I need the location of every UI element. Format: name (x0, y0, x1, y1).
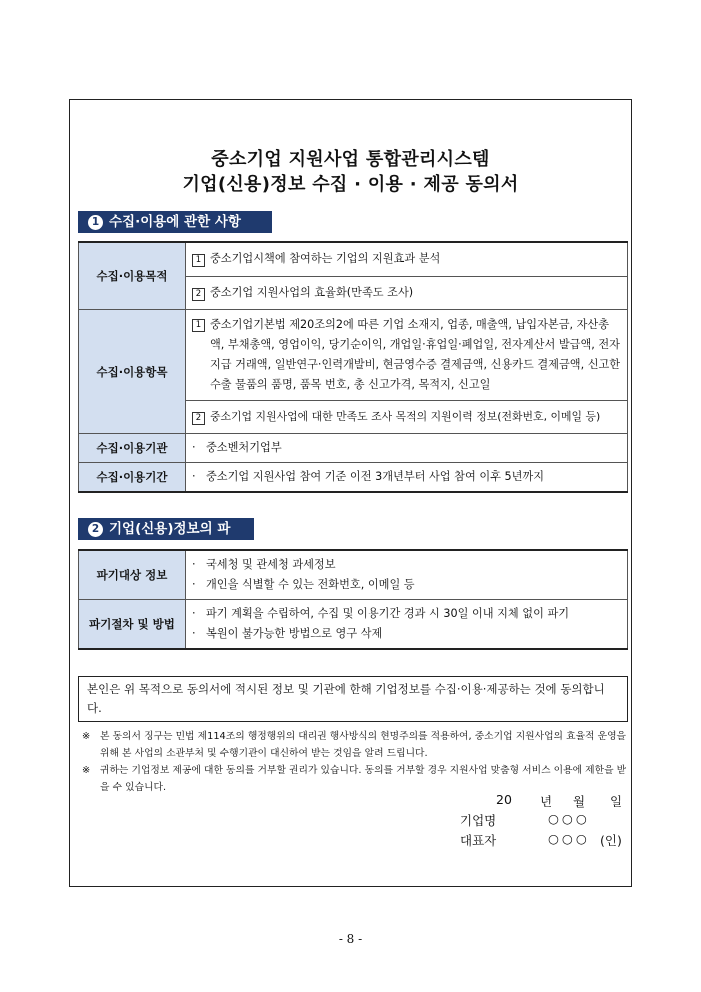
section1-heading-text: 수집·이용에 관한 사항 (109, 214, 241, 230)
destruction-table (78, 549, 628, 650)
representative-label: 대표자 (460, 833, 497, 848)
destruction-target-label: 파기대상 정보 (79, 550, 186, 600)
collection-item-1: 1 중소기업기본법 제20조의2에 따른 기업 소재지, 업종, 매출액, 납입자본금, 자산총액, 부채총액, 영업이익, 당기순이익, 개업일·휴업일·폐업일, 전자계산서 발급액, 전자지급 거래액, 일반연구·인력개발비, 현금영수증 결제금액, 신용카드 결제금액, 신고한 수출 물품의 품명, 품목 번호, 총 신고가격, 목적지, 신고일 (186, 310, 628, 401)
agency-label: 수집·이용기관 (79, 434, 186, 463)
collection-use-table (78, 241, 628, 493)
representative-value: ○○○ (548, 831, 590, 846)
purpose-item-2: 2 중소기업 지원사업의 효율화(만족도 조사) (186, 276, 628, 310)
table-row (79, 550, 628, 600)
collection-item-2: 2 중소기업 지원사업에 대한 만족도 조사 목적의 지원이력 정보(전화번호, 이메일 등) (186, 401, 628, 434)
form-title-line2: 기업(신용)정보 수집 · 이용 · 제공 동의서 (182, 174, 519, 195)
section2-heading-text: 기업(신용)정보의 파 (109, 521, 231, 537)
table-row (79, 242, 628, 276)
page-number: - 8 - (338, 932, 363, 946)
table-row (79, 463, 628, 493)
table-row (79, 434, 628, 463)
date-year-label: 년 (540, 794, 553, 809)
section1-heading (78, 211, 272, 233)
consent-statement: 본인은 위 목적으로 동의서에 적시된 정보 및 기관에 한해 기업정보를 수집·이용·제공하는 것에 동의합니다. (78, 676, 628, 722)
consent-form-frame (69, 99, 632, 887)
destruction-procedure-value: · 파기 계획을 수립하여, 수집 및 이용기간 경과 시 30일 이내 지체 없이 파기 · 복원이 불가능한 방법으로 영구 삭제 (186, 600, 628, 650)
seal-mark: (인) (600, 833, 622, 848)
purpose-item-1: 1 중소기업시책에 참여하는 기업의 지원효과 분석 (186, 242, 628, 276)
date-month-label: 월 (573, 794, 586, 809)
company-name-label: 기업명 (460, 813, 497, 828)
destruction-procedure-label: 파기절차 및 방법 (79, 600, 186, 650)
note-item: ※ 귀하는 기업정보 제공에 대한 동의를 거부할 권리가 있습니다. 동의를 거부할 경우 지원사업 맞춤형 서비스 이용에 제한을 받을 수 있습니다. (82, 765, 627, 793)
number-box: 2 (192, 412, 205, 425)
form-title-line1: 중소기업 지원사업 통합관리시스템 (211, 149, 490, 170)
destruction-target-value: · 국세청 및 관세청 과세정보 · 개인을 식별할 수 있는 전화번호, 이메일 등 (186, 550, 628, 600)
notes (82, 728, 632, 796)
table-row (79, 310, 628, 401)
period-label: 수집·이용기간 (79, 463, 186, 493)
agency-value: · 중소벤처기업부 (186, 434, 628, 463)
note-item: ※ 본 동의서 징구는 민법 제114조의 행정행위의 대리권 행사방식의 현명주의를 적용하여, 중소기업 지원사업의 효율적 운영을 위해 본 사업의 소관부처 및 수행기관이 대신하여 받는 것임을 알려 드립니다. (82, 731, 627, 759)
purpose-label: 수집·이용목적 (79, 242, 186, 310)
section2-number-badge: 2 (88, 522, 103, 537)
date-day-label: 일 (610, 794, 623, 809)
section2-heading (78, 518, 254, 540)
items-label: 수집·이용항목 (79, 310, 186, 434)
number-box: 1 (192, 319, 205, 332)
number-box: 2 (192, 288, 205, 301)
number-box: 1 (192, 254, 205, 267)
section1-number-badge: 1 (88, 215, 103, 230)
table-row (79, 600, 628, 650)
period-value: · 중소기업 지원사업 참여 기준 이전 3개년부터 사업 참여 이후 5년까지 (186, 463, 628, 493)
company-name-value: ○○○ (548, 811, 590, 826)
date-year-prefix: 20 (496, 792, 512, 807)
